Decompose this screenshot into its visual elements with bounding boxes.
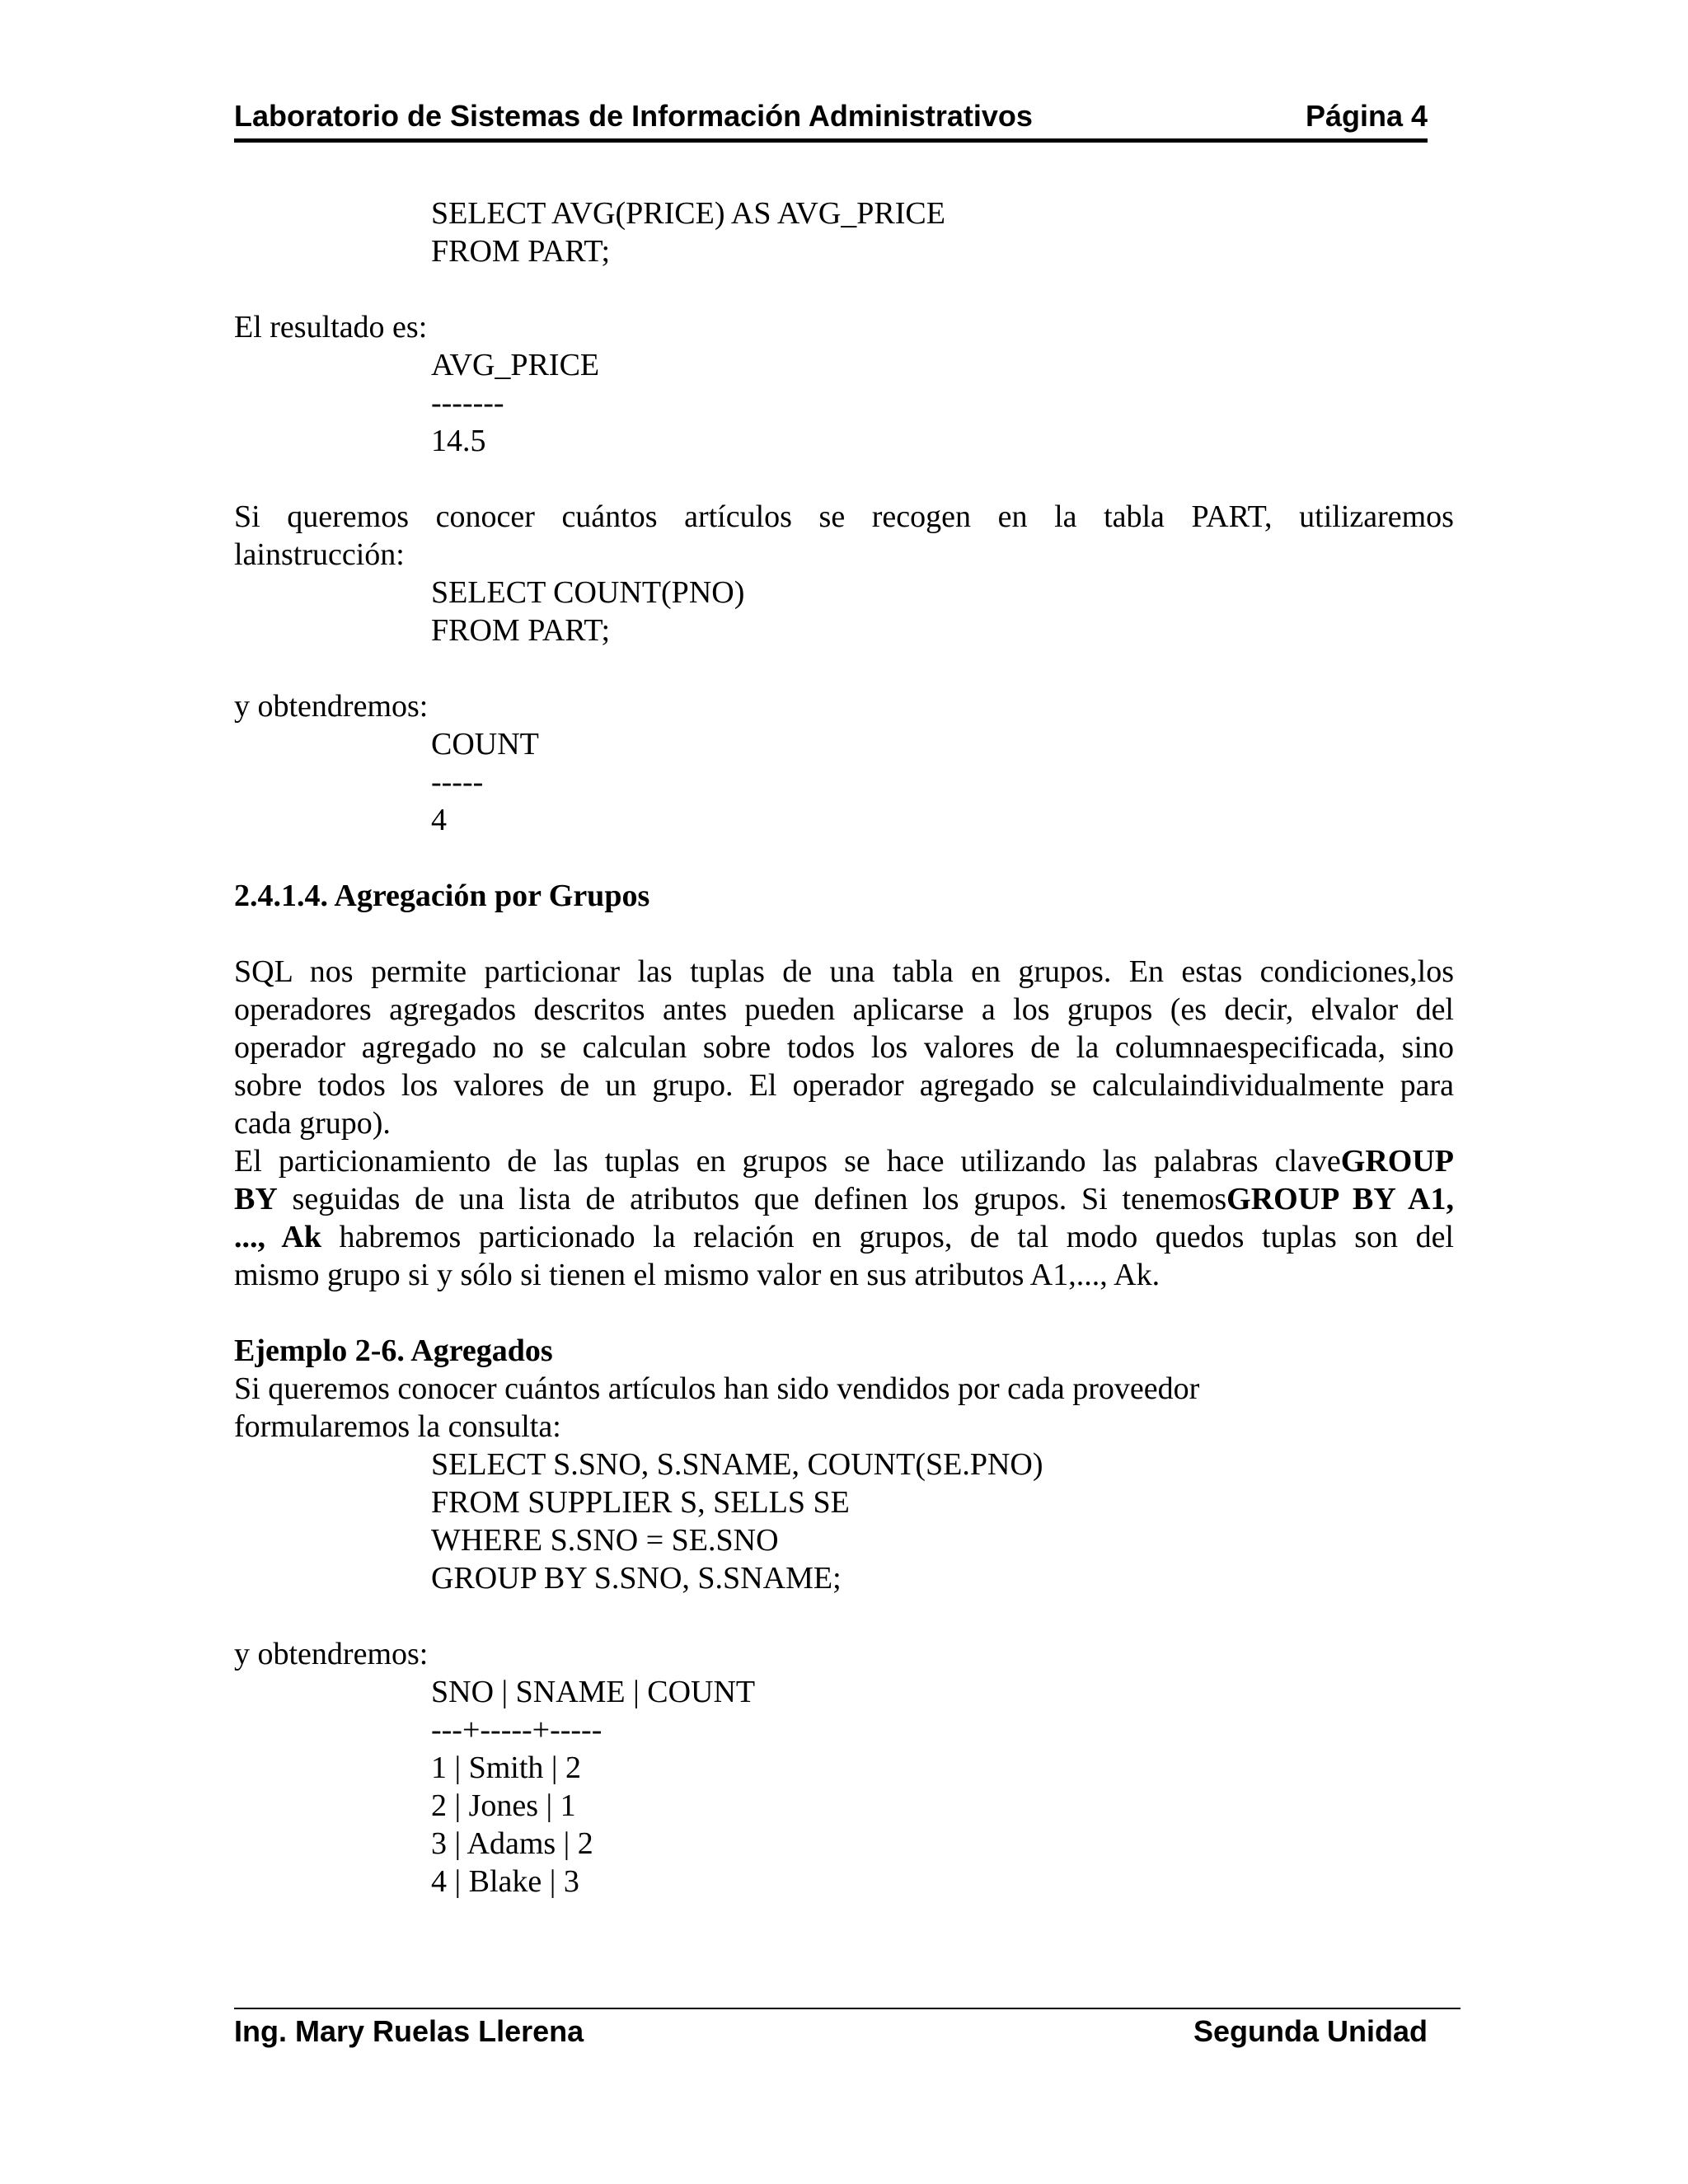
section-heading: 2.4.1.4. Agregación por Grupos bbox=[234, 879, 650, 913]
word: tabla bbox=[1104, 499, 1165, 534]
header-page-number: Página 4 bbox=[1305, 99, 1428, 133]
word: se bbox=[818, 499, 846, 534]
word: artículos bbox=[684, 499, 792, 534]
paragraph-line bbox=[234, 498, 1454, 536]
result-row: 4 | Blake | 3 bbox=[431, 1864, 579, 1899]
footer-author: Ing. Mary Ruelas Llerena bbox=[234, 2014, 584, 2048]
result-line: AVG_PRICE bbox=[431, 348, 600, 382]
example-text: formularemos la consulta: bbox=[234, 1409, 561, 1444]
text-run: seguidas de una lista de atributos que definen los grupos. Si tenemos bbox=[277, 1182, 1227, 1216]
paragraph-line: operador agregado no se calculan sobre todos los valores de la columnaespecificada, sino bbox=[234, 1030, 1454, 1065]
word: cuántos bbox=[561, 499, 658, 534]
result-intro: y obtendremos: bbox=[234, 689, 429, 724]
code-line: FROM SUPPLIER S, SELLS SE bbox=[431, 1485, 850, 1520]
result-intro: y obtendremos: bbox=[234, 1637, 429, 1671]
result-line: ----- bbox=[431, 765, 484, 799]
code-line: SELECT S.SNO, S.SNAME, COUNT(SE.PNO) bbox=[431, 1447, 1043, 1482]
paragraph-line bbox=[234, 1180, 1454, 1218]
paragraph-line: cada grupo). bbox=[234, 1106, 391, 1141]
result-line: 4 bbox=[431, 803, 447, 837]
example-heading: Ejemplo 2-6. Agregados bbox=[234, 1333, 553, 1368]
result-row: 1 | Smith | 2 bbox=[431, 1750, 582, 1785]
paragraph-line: SQL nos permite particionar las tuplas de una tabla en grupos. En estas condiciones,los bbox=[234, 954, 1454, 989]
bold-run: GROUP BY A1, bbox=[1226, 1182, 1455, 1216]
paragraph-line bbox=[234, 1142, 1454, 1180]
code-line: SELECT AVG(PRICE) AS AVG_PRICE bbox=[431, 196, 945, 231]
result-row: 2 | Jones | 1 bbox=[431, 1788, 576, 1823]
word: utilizaremos bbox=[1299, 499, 1454, 534]
bold-run: GROUP bbox=[1340, 1144, 1454, 1179]
text-run: habremos particionado la relación en grupos, de tal modo quedos tuplas son del bbox=[321, 1220, 1454, 1254]
code-line: WHERE S.SNO = SE.SNO bbox=[431, 1523, 779, 1558]
footer-rule bbox=[234, 2008, 1461, 2009]
paragraph-line: sobre todos los valores de un grupo. El operador agregado se calculaindividualmente para bbox=[234, 1068, 1454, 1103]
bold-run: ..., Ak bbox=[234, 1220, 321, 1254]
bold-run: BY bbox=[234, 1182, 278, 1216]
header-title: Laboratorio de Sistemas de Información Administrativos bbox=[234, 99, 1033, 133]
word: queremos bbox=[287, 499, 410, 534]
code-line: FROM PART; bbox=[431, 613, 611, 648]
word: Si bbox=[234, 499, 260, 534]
result-line: ------- bbox=[431, 386, 504, 420]
paragraph bbox=[234, 1142, 1454, 1294]
code-line: GROUP BY S.SNO, S.SNAME; bbox=[431, 1561, 842, 1596]
paragraph-line bbox=[234, 1218, 1454, 1256]
text-run: El particionamiento de las tuplas en grupos se hace utilizando las palabras clave bbox=[234, 1144, 1341, 1179]
result-line: COUNT bbox=[431, 727, 539, 762]
paragraph-line: lainstrucción: bbox=[234, 537, 405, 572]
example-text: Si queremos conocer cuántos artículos han sido vendidos por cada proveedor bbox=[234, 1371, 1200, 1406]
result-intro: El resultado es: bbox=[234, 310, 428, 344]
code-line: SELECT COUNT(PNO) bbox=[431, 575, 745, 610]
footer-unit: Segunda Unidad bbox=[1193, 2014, 1428, 2048]
result-separator: ---+-----+----- bbox=[431, 1713, 603, 1747]
code-line: FROM PART; bbox=[431, 234, 611, 269]
paragraph-line bbox=[234, 1256, 1454, 1294]
paragraph bbox=[234, 953, 1454, 1142]
page-header bbox=[234, 97, 1428, 143]
word: la bbox=[1054, 499, 1077, 534]
result-line: 14.5 bbox=[431, 424, 486, 458]
word: en bbox=[997, 499, 1028, 534]
word: recogen bbox=[871, 499, 972, 534]
paragraph-line: operadores agregados descritos antes pueden aplicarse a los grupos (es decir, elvalor del bbox=[234, 992, 1454, 1027]
result-header: SNO | SNAME | COUNT bbox=[431, 1675, 756, 1709]
text-run: mismo grupo si y sólo si tienen el mismo valor en sus atributos A1,..., Ak. bbox=[234, 1258, 1160, 1292]
word: conocer bbox=[435, 499, 535, 534]
result-row: 3 | Adams | 2 bbox=[431, 1826, 593, 1861]
page-footer bbox=[234, 2014, 1428, 2052]
word: PART, bbox=[1191, 499, 1273, 534]
